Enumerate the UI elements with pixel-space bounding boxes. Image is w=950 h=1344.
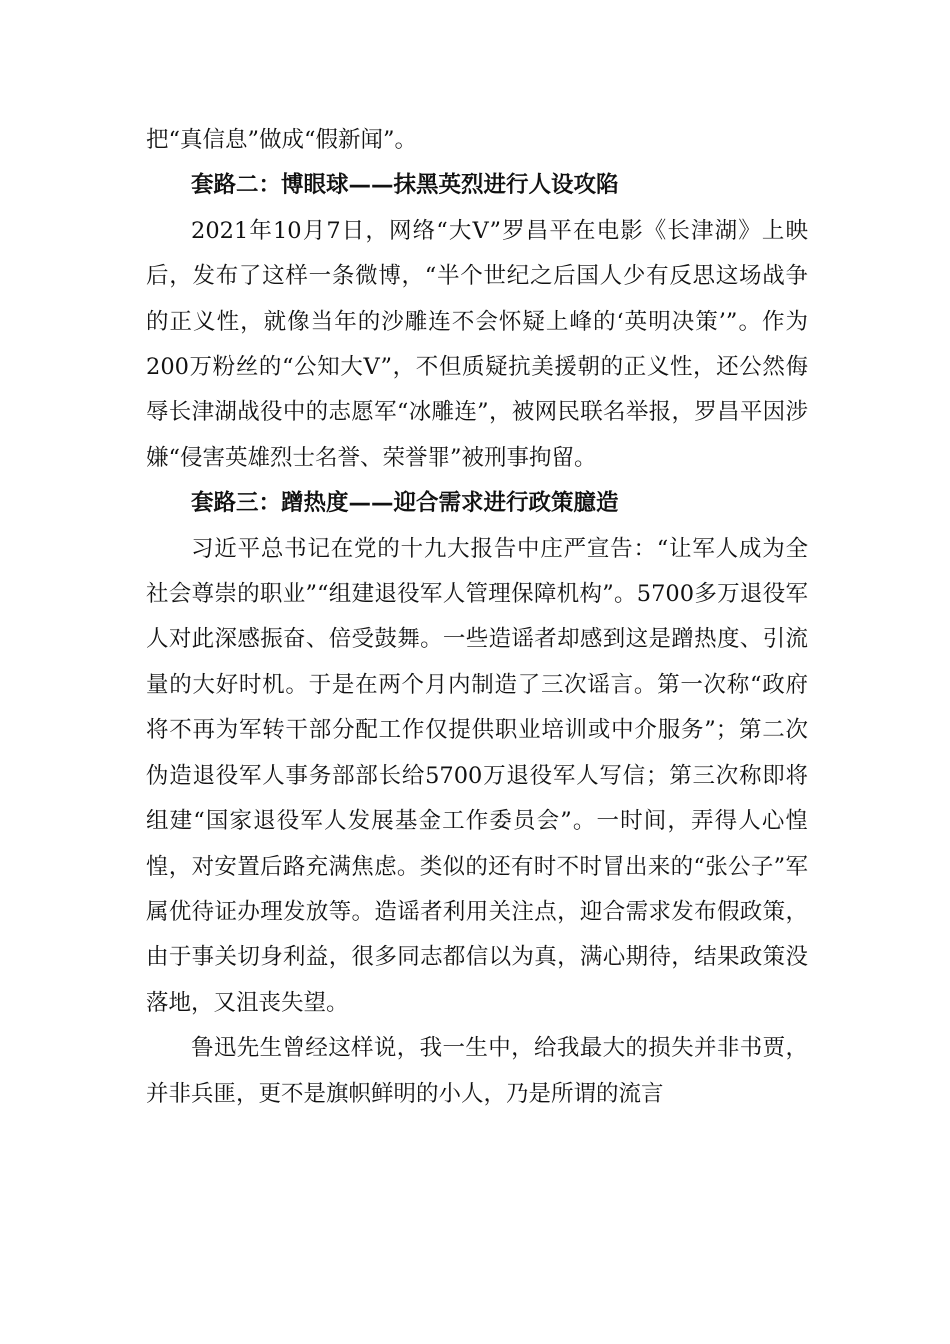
body-paragraph: 2021年10月7日，网络“大V”罗昌平在电影《长津湖》上映后，发布了这样一条微博，“半个世纪之后国人少有反思这场战争的正义性，就像当年的沙雕连不会怀疑上峰的‘英明决策’”。作为200万粉丝的“公知大V”，不但质疑抗美援朝的正义性，还公然侮辱长津湖战役中的志愿军“冰雕连”，被网民联名举报，罗昌平因涉嫌“侵害英雄烈士名誉、荣誉罪”被刑事拘留。 [146,217,808,471]
paragraph-continuation: 把“真信息”做成“假新闻”。 [146,127,418,153]
section-heading-3: 套路三：蹭热度——迎合需求进行政策臆造 [191,490,619,517]
body-paragraph: 鲁迅先生曾经这样说，我一生中，给我最大的损失并非书贾，并非兵匪，更不是旗帜鲜明的小人，乃是所谓的流言 [146,1035,808,1107]
section-heading-2: 套路二：博眼球——抹黑英烈进行人设攻陷 [191,172,619,199]
document-page [146,118,808,1117]
body-paragraph: 习近平总书记在党的十九大报告中庄严宣告：“让军人成为全社会尊崇的职业”“组建退役军人管理保障机构”。5700多万退役军人对此深感振奋、倍受鼓舞。一些造谣者却感到这是蹭热度、引流量的大好时机。于是在两个月内制造了三次谣言。第一次称“政府将不再为军转干部分配工作仅提供职业培训或中介服务”；第二次伪造退役军人事务部部长给5700万退役军人写信；第三次称即将组建“国家退役军人发展基金工作委员会”。一时间，弄得人心惶惶，对安置后路充满焦虑。类似的还有时不时冒出来的“张公子”军属优待证办理发放等。造谣者利用关注点，迎合需求发布假政策，由于事关切身利益，很多同志都信以为真，满心期待，结果政策没落地，又沮丧失望。 [146,535,808,1016]
